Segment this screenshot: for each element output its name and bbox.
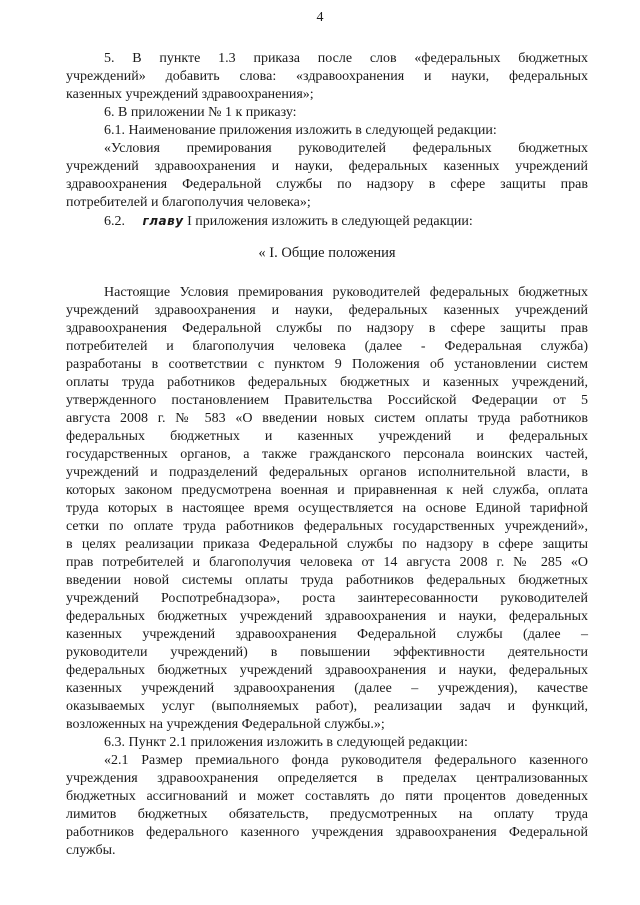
section-heading: « I. Общие положения	[258, 245, 396, 261]
general-provisions-paragraph	[66, 284, 588, 860]
text-line: 6.1. Наименование приложения изложить в следующей редакции:	[104, 123, 497, 138]
text-line: 6. В приложении № 1 к приказу:	[104, 105, 297, 120]
text-line: учреждений здравоохранения и науки, федеральных казенных учреждений	[66, 159, 588, 174]
section-6-2-text: I приложения изложить в следующей редакции:	[187, 214, 473, 229]
text-line: федеральных бюджетных учреждений здравоохранения и науки, федеральных	[66, 609, 588, 624]
page-number: 4	[316, 10, 324, 25]
text-line: государственных органов, а также гражданского персонала воинских частей,	[66, 447, 588, 462]
section-5	[66, 50, 588, 230]
text-line: потребителей и благополучия человека (далее - Федеральная служба)	[66, 339, 588, 354]
text-line: учреждений здравоохранения и науки, федеральных казенных учреждений	[66, 303, 588, 318]
text-line: Настоящие Условия премирования руководителей федеральных бюджетных	[104, 285, 588, 300]
text-line: прав потребителей и благополучия человека от 14 августа 2008 г. № 285 «О	[66, 555, 588, 570]
section-6-2-line	[66, 212, 588, 230]
text-line: августа 2008 г. № 583 «О введении новых систем оплаты труда работников	[66, 411, 588, 426]
text-line: сетки по оплате труда работников федеральных государственных учреждений»,	[66, 519, 588, 534]
text-line: казенных учреждений здравоохранения (далее – учреждения), качестве	[66, 681, 588, 696]
text-line: учреждения здравоохранения определяется в пределах централизованных	[66, 771, 588, 786]
text-line: «Условия премирования руководителей федеральных бюджетных	[104, 141, 588, 156]
text-line: которых законом предусмотрена военная и приравненная к ней служба, оплата	[66, 483, 588, 498]
text-line: 5. В пункте 1.3 приказа после слов «федеральных бюджетных	[104, 51, 588, 66]
text-line: службы.	[66, 843, 116, 858]
text-line: руководители учреждений) в повышении эффективности деятельности	[66, 645, 588, 660]
text-line: лимитов бюджетных обязательств, предусмотренных на оплату труда	[66, 807, 588, 822]
text-line: работников федерального казенного учреждения здравоохранения Федеральной	[66, 825, 588, 840]
text-line: федеральных бюджетных учреждений здравоохранения и науки, федеральных	[66, 663, 588, 678]
text-line: казенных учреждений здравоохранения Федеральной службы (далее –	[66, 627, 588, 642]
text-line: возложенных на учреждения Федеральной службы.»;	[66, 717, 385, 732]
handwritten-correction: главу	[142, 214, 184, 228]
section-heading-block	[66, 244, 588, 262]
text-line: в целях реализации приказа Федеральной службы по надзору в сфере защиты	[66, 537, 588, 552]
text-line: 6.3. Пункт 2.1 приложения изложить в следующей редакции:	[104, 735, 468, 750]
text-line: казенных учреждений здравоохранения»;	[66, 87, 314, 102]
text-line: введении новой системы оплаты труда работников федеральных бюджетных	[66, 573, 588, 588]
text-line: «2.1 Размер премиального фонда руководителя федерального казенного	[104, 753, 588, 768]
text-line: учреждений Роспотребнадзора», роста заинтересованности руководителей	[66, 591, 588, 606]
text-line: разработаны в соответствии с пунктом 9 Положения об установлении систем	[66, 357, 588, 372]
text-line: труда которых в настоящее время осуществляется на основе Единой тарифной	[66, 501, 588, 516]
text-line: здравоохранения Федеральной службы по надзору в сфере защиты прав	[66, 177, 588, 192]
text-line: потребителей и благополучия человека»;	[66, 195, 311, 210]
text-line: оказываемых услуг (выполняемых работ), реализации задач и функций,	[66, 699, 588, 714]
text-line: утвержденного постановлением Правительства Российской Федерации от 5	[66, 393, 588, 408]
text-line: здравоохранения Федеральной службы по надзору в сфере защиты прав	[66, 321, 588, 336]
text-line: учреждений и подразделений федеральных органов исполнительной власти, в	[66, 465, 588, 480]
section-6-2-number: 6.2.	[104, 214, 125, 229]
text-line: учреждений» добавить слова: «здравоохранения и науки, федеральных	[66, 69, 588, 84]
text-line: федеральных бюджетных и казенных учреждений и федеральных	[66, 429, 588, 444]
text-line: оплаты труда работников федеральных бюджетных и казенных учреждений,	[66, 375, 588, 390]
text-line: бюджетных ассигнований и может составлять до пяти процентов доведенных	[66, 789, 588, 804]
